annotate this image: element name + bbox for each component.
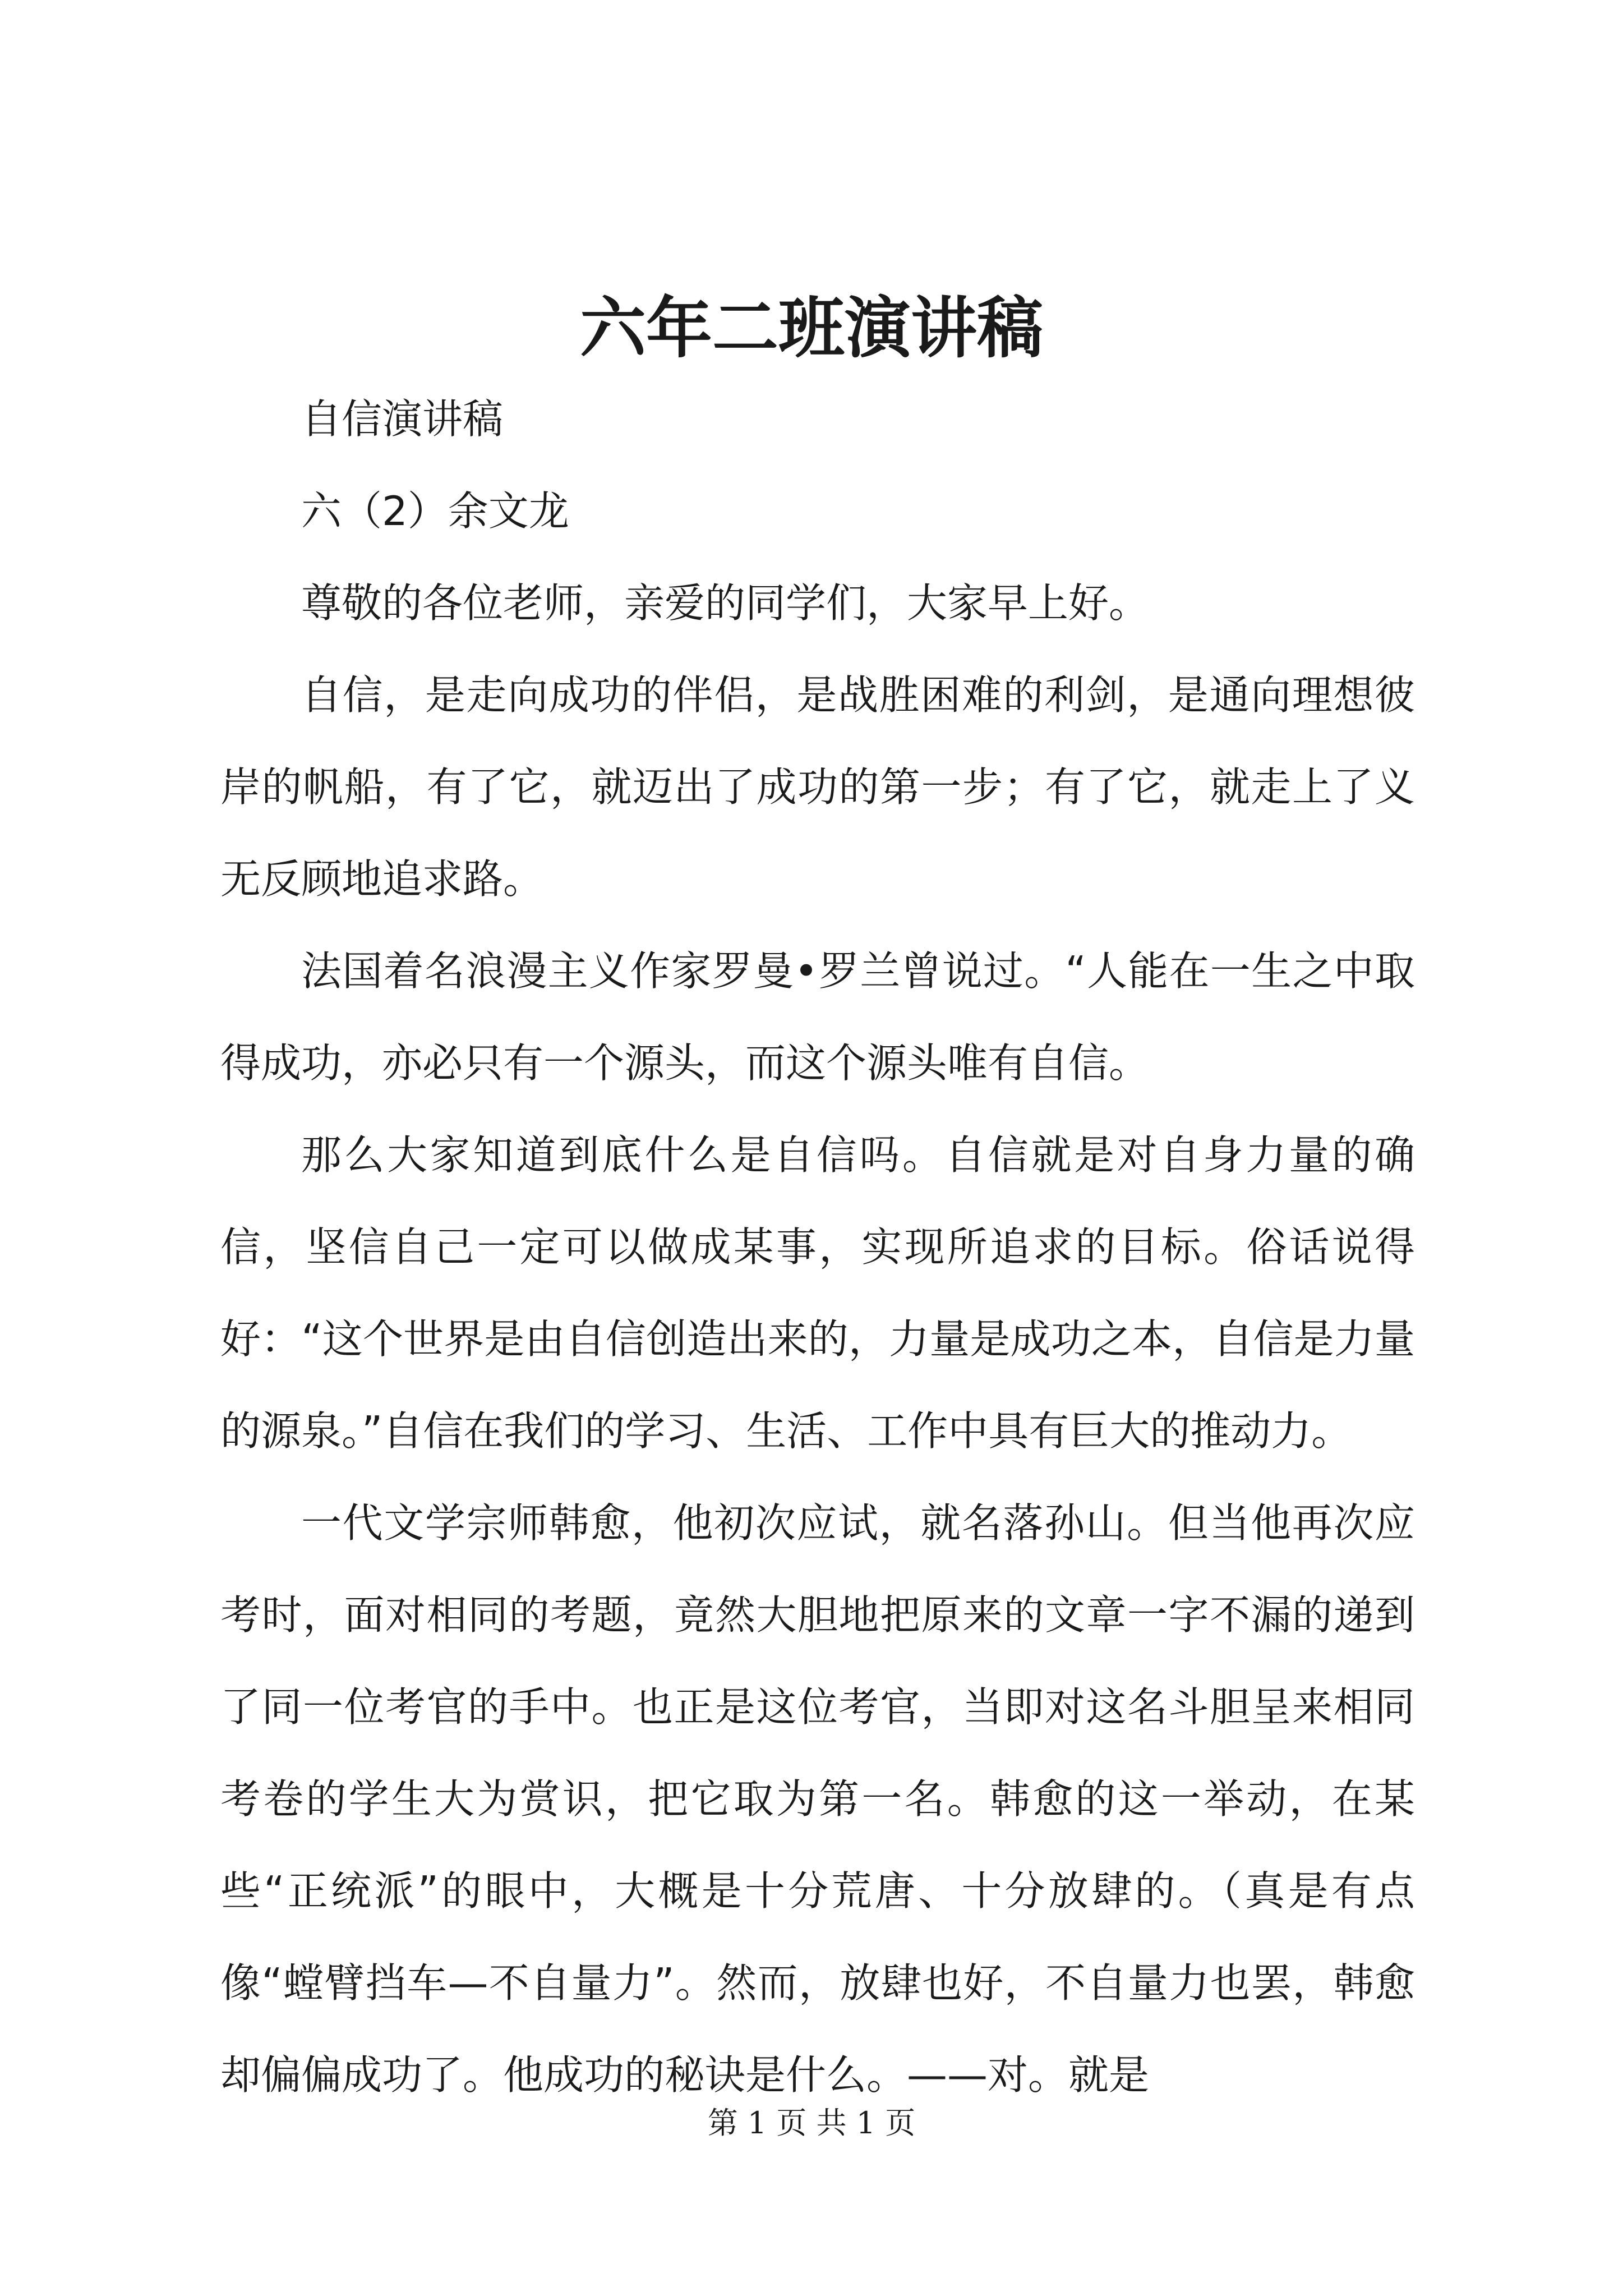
page-footer: 第 1 页 共 1 页 xyxy=(707,2105,916,2141)
paragraph-body: 法国着名浪漫主义作家罗曼•罗兰曾说过。“人能在一生之中取得成功，亦必只有一个源头，而这个源头唯有自信。 xyxy=(220,947,1415,1087)
paragraph-subtitle: 自信演讲稿 xyxy=(301,395,504,443)
document-body xyxy=(220,373,1415,2121)
paragraph-body: 那么大家知道到底什么是自信吗。自信就是对自身力量的确信，坚信自己一定可以做成某事，实现所追求的目标。俗话说得好：“这个世界是由自信创造出来的，力量是成功之本，自信是力量的源泉。”自信在我们的学习、生活、工作中具有巨大的推动力。 xyxy=(220,1131,1415,1455)
document-title: 六年二班演讲稿 xyxy=(579,289,1043,367)
paragraph-greeting: 尊敬的各位老师，亲爱的同学们，大家早上好。 xyxy=(301,579,1150,627)
paragraph-body: 自信，是走向成功的伴侣，是战胜困难的利剑，是通向理想彼岸的帆船，有了它，就迈出了成功的第一步；有了它，就走上了义无反顾地追求路。 xyxy=(220,671,1415,903)
paragraph-author: 六（2）余文龙 xyxy=(301,487,569,535)
paragraph-body: 一代文学宗师韩愈，他初次应试，就名落孙山。但当他再次应考时，面对相同的考题，竟然大胆地把原来的文章一字不漏的递到了同一位考官的手中。也正是这位考官，当即对这名斗胆呈来相同考卷的学生大为赏识，把它取为第一名。韩愈的这一举动，在某些“正统派”的眼中，大概是十分荒唐、十分放肆的。（真是有点像“螳臂挡车—不自量力”。然而，放肆也好，不自量力也罢，韩愈却偏偏成功了。他成功的秘诀是什么。——对。就是 xyxy=(220,1499,1415,2099)
